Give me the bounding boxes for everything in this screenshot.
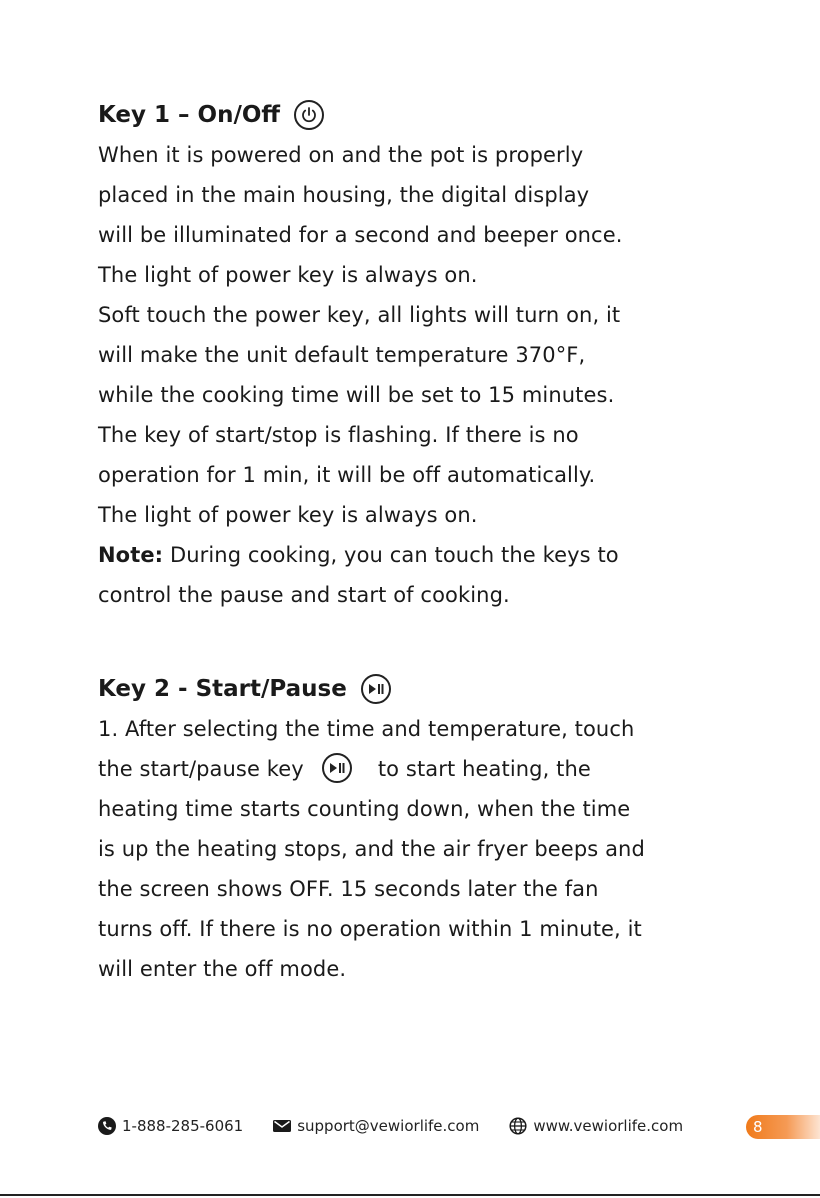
phone-icon: [98, 1117, 116, 1135]
mail-icon: [273, 1119, 291, 1133]
text-line-with-icon: [98, 749, 778, 789]
paragraph-key1: [98, 135, 778, 615]
email-address: support@vewiorlife.com: [297, 1117, 480, 1135]
footer-contact-bar: [98, 1114, 683, 1138]
play-pause-icon: [361, 674, 391, 704]
paragraph-key2: [98, 709, 778, 989]
note-label: Note:: [98, 543, 164, 567]
phone-number: 1-888-285-6061: [122, 1117, 244, 1135]
text-line: When it is powered on and the pot is properly: [98, 143, 584, 167]
section-heading-key2: [98, 669, 778, 709]
play-pause-icon: [322, 753, 352, 783]
page-number-badge: [746, 1115, 820, 1139]
section-heading-key1: [98, 95, 778, 135]
text-line: The light of power key is always on.: [98, 503, 478, 527]
globe-icon: [509, 1117, 527, 1135]
bottom-divider: [0, 1194, 820, 1196]
text-line: The key of start/stop is flashing. If there is no: [98, 423, 579, 447]
text-line: The light of power key is always on.: [98, 263, 478, 287]
text-line: turns off. If there is no operation within 1 minute, it: [98, 917, 642, 941]
text-line: control the pause and start of cooking.: [98, 583, 510, 607]
text-line: will be illuminated for a second and beeper once.: [98, 223, 623, 247]
text-line: 1. After selecting the time and temperature, touch: [98, 717, 635, 741]
text-line: while the cooking time will be set to 15 minutes.: [98, 383, 615, 407]
text-line: placed in the main housing, the digital display: [98, 183, 590, 207]
text-line: is up the heating stops, and the air fryer beeps and: [98, 837, 645, 861]
text-fragment: to start heating, the: [377, 757, 591, 781]
text-line: the screen shows OFF. 15 seconds later the fan: [98, 877, 599, 901]
page-number: 8: [753, 1118, 763, 1136]
footer-email[interactable]: [273, 1117, 479, 1135]
section-heading-key2-text: Key 2 - Start/Pause: [98, 676, 347, 702]
power-icon: [294, 100, 324, 130]
note-line: [98, 535, 778, 575]
text-line: will enter the off mode.: [98, 957, 347, 981]
text-line: Soft touch the power key, all lights will turn on, it: [98, 303, 621, 327]
manual-content: [98, 95, 778, 989]
text-line: operation for 1 min, it will be off automatically.: [98, 463, 596, 487]
text-fragment: the start/pause key: [98, 757, 304, 781]
section-heading-key1-text: Key 1 – On/Off: [98, 102, 281, 128]
footer-website[interactable]: [509, 1117, 683, 1135]
text-line: will make the unit default temperature 370°F,: [98, 343, 586, 367]
footer-phone[interactable]: [98, 1117, 243, 1135]
note-text: During cooking, you can touch the keys to: [163, 543, 619, 567]
website-url: www.vewiorlife.com: [533, 1117, 684, 1135]
text-line: heating time starts counting down, when the time: [98, 797, 631, 821]
